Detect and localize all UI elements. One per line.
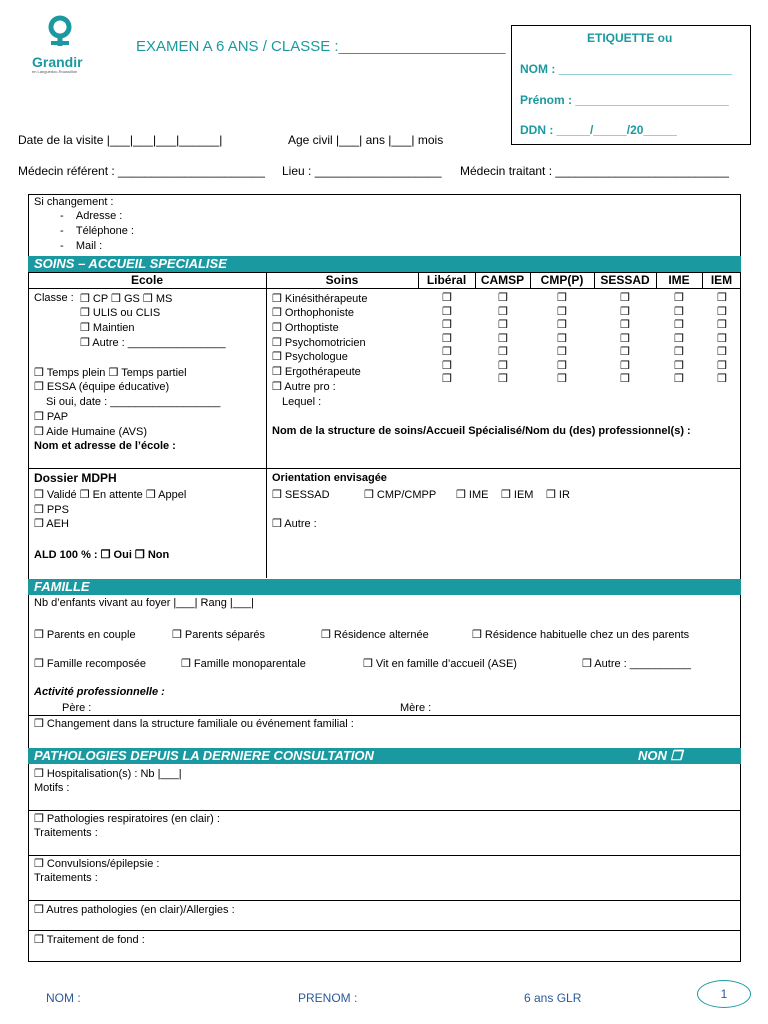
col-liberal: Libéral (426, 273, 467, 287)
temps-options[interactable]: ❒ Temps plein ❒ Temps partiel (34, 367, 187, 379)
logo-subtext: en Languedoc-Roussillon (32, 69, 78, 74)
traitement-fond[interactable]: ❒ Traitement de fond : (34, 934, 145, 946)
mdph-title: Dossier MDPH (34, 471, 117, 485)
checkbox-liberal[interactable]: ❒ (442, 306, 452, 318)
logo (30, 14, 90, 74)
label-box (511, 25, 751, 145)
changement-title: Si changement : (34, 196, 114, 208)
nb-enfants: Nb d’enfants vivant au foyer |___| Rang |___| (34, 597, 254, 609)
checkbox-sessad[interactable]: ❒ (620, 333, 630, 345)
checkbox-camsp[interactable]: ❒ (498, 292, 508, 304)
patho-title: PATHOLOGIES DEPUIS LA DERNIERE CONSULTATION (34, 748, 374, 763)
lieu: Lieu : ___________________ (282, 164, 442, 178)
checkbox-liberal[interactable]: ❒ (442, 319, 452, 331)
essa-date: Si oui, date : __________________ (46, 396, 221, 408)
activite-label: Activité professionnelle : (34, 686, 165, 698)
visit-date: Date de la visite |___|___|___|______| (18, 133, 223, 147)
parents-couple[interactable]: ❒ Parents en couple (34, 629, 136, 641)
hospitalisation[interactable]: ❒ Hospitalisation(s) : Nb |___| (34, 768, 182, 780)
checkbox-iem[interactable]: ❒ (717, 292, 727, 304)
mdph-pps[interactable]: ❒ PPS (34, 504, 69, 516)
checkbox-ime[interactable]: ❒ (674, 346, 684, 358)
soins-autre[interactable]: ❒ Autre pro : (272, 381, 336, 393)
patho-respiratoires[interactable]: ❒ Pathologies respiratoires (en clair) : (34, 813, 220, 825)
checkbox-liberal[interactable]: ❒ (442, 346, 452, 358)
checkbox-iem[interactable]: ❒ (717, 319, 727, 331)
checkbox-iem[interactable]: ❒ (717, 333, 727, 345)
checkbox-camsp[interactable]: ❒ (498, 360, 508, 372)
orientation-ime[interactable]: ❒ IME (456, 489, 489, 501)
famille-autre[interactable]: ❒ Autre : __________ (582, 658, 691, 670)
checkbox-ime[interactable]: ❒ (674, 306, 684, 318)
col-iem: IEM (710, 273, 733, 287)
soins-psycho[interactable]: ❒ Psychologue (272, 351, 348, 363)
footer-prenom: PRENOM : (298, 991, 358, 1005)
checkbox-sessad[interactable]: ❒ (620, 373, 630, 385)
checkbox-liberal[interactable]: ❒ (442, 373, 452, 385)
orientation-iem[interactable]: ❒ IEM (501, 489, 534, 501)
checkbox-cmpp[interactable]: ❒ (557, 292, 567, 304)
orientation-autre[interactable]: ❒ Autre : (272, 518, 317, 530)
col-camsp: CAMSP (480, 273, 525, 287)
col-cmpp: CMP(P) (540, 273, 584, 287)
autres-pathologies[interactable]: ❒ Autres pathologies (en clair)/Allergies : (34, 904, 235, 916)
checkbox-cmpp[interactable]: ❒ (557, 319, 567, 331)
checkbox-cmpp[interactable]: ❒ (557, 360, 567, 372)
checkbox-camsp[interactable]: ❒ (498, 306, 508, 318)
soins-psychomot[interactable]: ❒ Psychomotricien (272, 337, 366, 349)
grandir-logo-icon (30, 14, 90, 58)
checkbox-sessad[interactable]: ❒ (620, 346, 630, 358)
classe-maintien[interactable]: ❒ Maintien (80, 322, 135, 334)
changement-famille[interactable]: ❒ Changement dans la structure familiale ou événement familial : (34, 718, 354, 730)
changement-item: - Mail : (60, 240, 103, 252)
mere-label: Mère : (400, 702, 432, 714)
checkbox-cmpp[interactable]: ❒ (557, 346, 567, 358)
age-civil: Age civil |___| ans |___| mois (288, 133, 444, 147)
page-title: EXAMEN A 6 ANS / CLASSE :____________________ (136, 38, 506, 55)
checkbox-cmpp[interactable]: ❒ (557, 306, 567, 318)
traitements-conv: Traitements : (34, 872, 98, 884)
essa-checkbox[interactable]: ❒ ESSA (équipe éducative) (34, 381, 170, 393)
orientation-cmp[interactable]: ❒ CMP/CMPP (364, 489, 437, 501)
checkbox-camsp[interactable]: ❒ (498, 333, 508, 345)
convulsions[interactable]: ❒ Convulsions/épilepsie : (34, 858, 160, 870)
checkbox-liberal[interactable]: ❒ (442, 333, 452, 345)
checkbox-sessad[interactable]: ❒ (620, 319, 630, 331)
checkbox-liberal[interactable]: ❒ (442, 292, 452, 304)
pap-checkbox[interactable]: ❒ PAP (34, 411, 69, 423)
col-sessad: SESSAD (600, 273, 650, 287)
pere-label: Père : (62, 702, 92, 714)
checkbox-ime[interactable]: ❒ (674, 319, 684, 331)
orientation-sessad[interactable]: ❒ SESSAD (272, 489, 330, 501)
checkbox-cmpp[interactable]: ❒ (557, 333, 567, 345)
avs-checkbox[interactable]: ❒ Aide Humaine (AVS) (34, 426, 147, 438)
page-number (697, 980, 751, 1008)
checkbox-camsp[interactable]: ❒ (498, 319, 508, 331)
mdph-aeh[interactable]: ❒ AEH (34, 518, 69, 530)
checkbox-ime[interactable]: ❒ (674, 360, 684, 372)
residence-habituelle[interactable]: ❒ Résidence habituelle chez un des parents (472, 629, 690, 641)
checkbox-iem[interactable]: ❒ (717, 373, 727, 385)
orientation-ir[interactable]: ❒ IR (546, 489, 570, 501)
checkbox-iem[interactable]: ❒ (717, 346, 727, 358)
famille-accueil[interactable]: ❒ Vit en famille d’accueil (ASE) (363, 658, 517, 670)
soins-kine[interactable]: ❒ Kinésithérapeute (272, 293, 368, 305)
patho-non[interactable]: NON ❒ (638, 748, 683, 763)
classe-autre[interactable]: ❒ Autre : ________________ (80, 337, 226, 349)
residence-alternee[interactable]: ❒ Résidence alternée (321, 629, 429, 641)
famille-section-header: FAMILLE (28, 579, 741, 595)
label-nom: NOM : __________________________ (520, 62, 733, 76)
soins-section-header: SOINS – ACCUEIL SPECIALISE (28, 256, 741, 272)
col-ime: IME (668, 273, 690, 287)
motifs-label: Motifs : (34, 782, 70, 794)
page-number-text: 1 (720, 987, 728, 1001)
label-prenom: Prénom : _______________________ (520, 93, 729, 107)
famille-recomposee[interactable]: ❒ Famille recomposée (34, 658, 146, 670)
structure-label: Nom de la structure de soins/Accueil Spécialisé/Nom du (des) professionnel(s) : (272, 425, 691, 437)
checkbox-liberal[interactable]: ❒ (442, 360, 452, 372)
checkbox-iem[interactable]: ❒ (717, 306, 727, 318)
classe-options[interactable]: ❒ CP ❒ GS ❒ MS (80, 293, 173, 305)
soins-lequel: Lequel : (282, 396, 322, 408)
soins-orthoptiste[interactable]: ❒ Orthoptiste (272, 322, 339, 334)
logo-text: Grandir (32, 54, 83, 70)
label-box-title: ETIQUETTE ou (587, 31, 673, 45)
ald-100[interactable]: ALD 100 % : ❒ Oui ❒ Non (34, 549, 170, 561)
checkbox-ime[interactable]: ❒ (674, 333, 684, 345)
traitements-resp: Traitements : (34, 827, 98, 839)
checkbox-sessad[interactable]: ❒ (620, 306, 630, 318)
patho-section-header (28, 748, 741, 764)
checkbox-sessad[interactable]: ❒ (620, 292, 630, 304)
medecin-traitant: Médecin traitant : __________________________ (460, 164, 729, 178)
checkbox-camsp[interactable]: ❒ (498, 373, 508, 385)
checkbox-ime[interactable]: ❒ (674, 373, 684, 385)
checkbox-ime[interactable]: ❒ (674, 292, 684, 304)
mdph-status[interactable]: ❒ Validé ❒ En attente ❒ Appel (34, 489, 187, 501)
checkbox-iem[interactable]: ❒ (717, 360, 727, 372)
changement-item: - Adresse : (60, 210, 123, 222)
classe-label: Classe : (34, 292, 74, 304)
parents-separes[interactable]: ❒ Parents séparés (172, 629, 266, 641)
soins-ergo[interactable]: ❒ Ergothérapeute (272, 366, 361, 378)
changement-item: - Téléphone : (60, 225, 134, 237)
label-ddn: DDN : _____/_____/20_____ (520, 123, 677, 137)
classe-ulis[interactable]: ❒ ULIS ou CLIS (80, 307, 161, 319)
checkbox-sessad[interactable]: ❒ (620, 360, 630, 372)
soins-ortho[interactable]: ❒ Orthophoniste (272, 307, 355, 319)
footer-nom: NOM : (46, 991, 81, 1005)
col-soins: Soins (325, 273, 359, 287)
famille-monoparentale[interactable]: ❒ Famille monoparentale (181, 658, 306, 670)
col-ecole: Ecole (130, 273, 163, 287)
nom-ecole-label: Nom et adresse de l’école : (34, 440, 176, 452)
checkbox-camsp[interactable]: ❒ (498, 346, 508, 358)
medecin-referent: Médecin référent : ______________________ (18, 164, 265, 178)
checkbox-cmpp[interactable]: ❒ (557, 373, 567, 385)
footer-code: 6 ans GLR (524, 991, 582, 1005)
orientation-title: Orientation envisagée (272, 472, 387, 484)
